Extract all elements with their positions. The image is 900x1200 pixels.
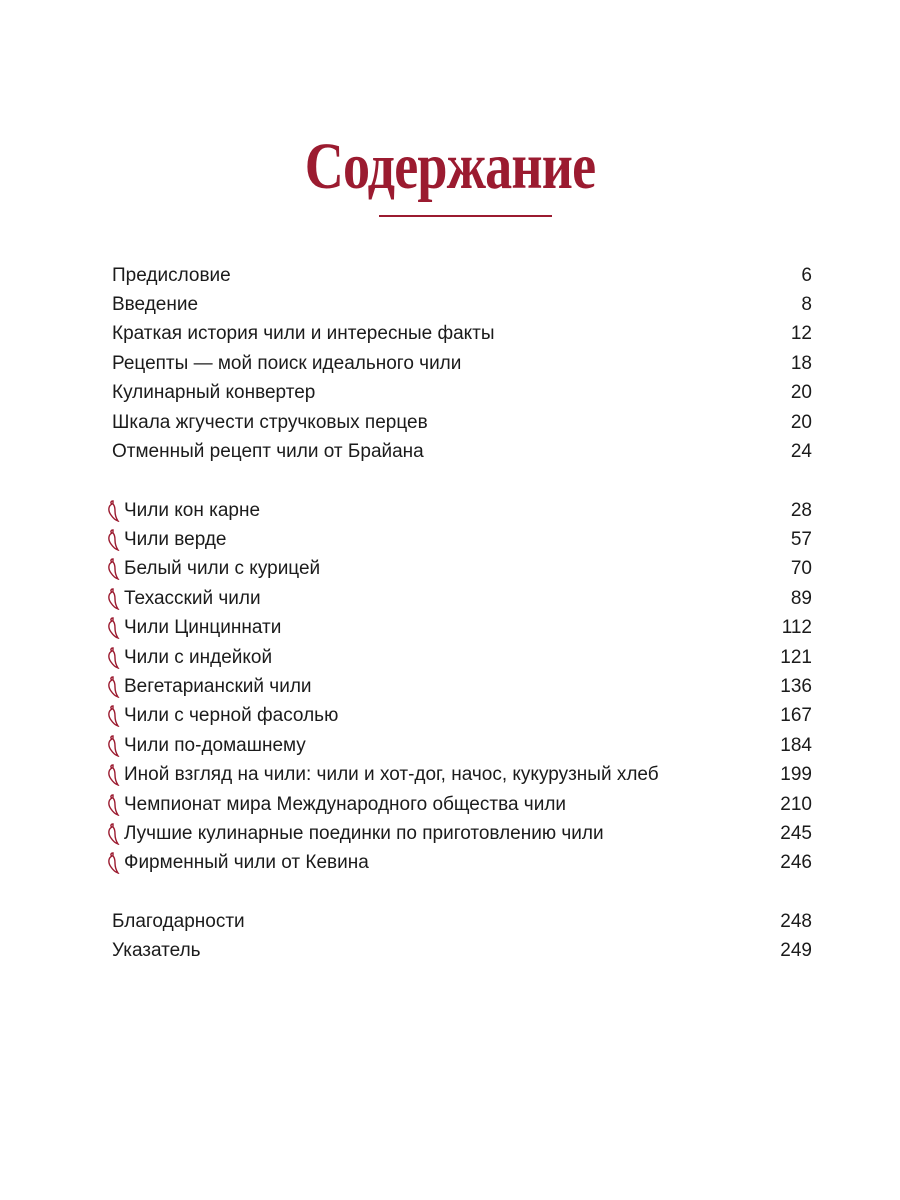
- chili-pepper-icon: [106, 852, 120, 874]
- chili-pepper-icon: [106, 705, 120, 727]
- toc-entry-label: Введение: [112, 294, 199, 316]
- chili-pepper-icon: [106, 558, 120, 580]
- toc-entry[interactable]: [112, 349, 812, 378]
- toc-entry-label: Фирменный чили от Кевина: [124, 852, 369, 874]
- toc-chapter-entry[interactable]: [112, 525, 812, 554]
- toc-chapter-entry[interactable]: [112, 849, 812, 878]
- chili-pepper-icon: [106, 823, 120, 845]
- toc-entry-page: 184: [780, 734, 812, 756]
- toc-entry-page: 20: [790, 411, 812, 433]
- toc-entry-label: Лучшие кулинарные поединки по приготовлению чили: [124, 822, 604, 844]
- toc-entry-page: 8: [801, 294, 812, 316]
- toc-entry-label: Белый чили с курицей: [124, 558, 321, 580]
- toc-chapter-entry[interactable]: [112, 790, 812, 819]
- toc-entry-page: 245: [780, 822, 812, 844]
- toc-entry-label: Чили верде: [124, 529, 227, 551]
- toc-entry-page: 24: [790, 441, 812, 463]
- toc-entry-page: 57: [790, 529, 812, 551]
- toc-chapter-entry[interactable]: [112, 702, 812, 731]
- chili-pepper-icon: [106, 735, 120, 757]
- toc-entry-label: Чили Цинциннати: [124, 617, 282, 639]
- toc-entry-label: Краткая история чили и интересные факты: [112, 323, 495, 345]
- toc-entry[interactable]: [112, 907, 812, 936]
- toc-entry[interactable]: [112, 261, 812, 290]
- toc-entry-label: Предисловие: [112, 264, 231, 286]
- toc-entry-page: 6: [801, 264, 812, 286]
- toc-entry-page: 20: [790, 382, 812, 404]
- toc-entry[interactable]: [112, 437, 812, 466]
- toc-entry-label: Техасский чили: [124, 587, 261, 609]
- toc-entry-label: Рецепты — мой поиск идеального чили: [112, 352, 462, 374]
- toc-chapter-entry[interactable]: [112, 819, 812, 848]
- chili-pepper-icon: [106, 500, 120, 522]
- toc-chapter-entry[interactable]: [112, 731, 812, 760]
- toc-entry-label: Шкала жгучести стручковых перцев: [112, 411, 428, 433]
- toc-chapter-entry[interactable]: [112, 555, 812, 584]
- toc-entry[interactable]: [112, 290, 812, 319]
- toc-entry[interactable]: [112, 320, 812, 349]
- toc-entry[interactable]: [112, 408, 812, 437]
- chili-pepper-icon: [106, 529, 120, 551]
- page-title: Содержание: [304, 130, 596, 204]
- toc-entry-page: 70: [790, 558, 812, 580]
- toc-entry-label: Указатель: [112, 940, 201, 962]
- toc-entry-page: 89: [790, 587, 812, 609]
- toc-front-matter: [112, 261, 812, 467]
- toc-entry-label: Чили по-домашнему: [124, 734, 306, 756]
- toc-chapter-entry[interactable]: [112, 643, 812, 672]
- toc-entry-label: Иной взгляд на чили: чили и хот-дог, начос, кукурузный хлеб: [124, 764, 659, 786]
- toc-entry-label: Благодарности: [112, 910, 245, 932]
- toc-entry-page: 12: [790, 323, 812, 345]
- toc-entry-label: Кулинарный конвертер: [112, 382, 316, 404]
- toc-entry[interactable]: [112, 379, 812, 408]
- toc-entry-page: 18: [790, 352, 812, 374]
- toc-chapter-entry[interactable]: [112, 496, 812, 525]
- toc-entry-page: 121: [780, 646, 812, 668]
- toc-entry-page: 28: [790, 499, 812, 521]
- toc-entry-page: 248: [780, 910, 812, 932]
- toc-entry-label: Отменный рецепт чили от Брайана: [112, 441, 424, 463]
- chili-pepper-icon: [106, 617, 120, 639]
- toc-chapters: [112, 496, 812, 878]
- toc-entry-page: 199: [780, 764, 812, 786]
- toc-entry-page: 167: [780, 705, 812, 727]
- chili-pepper-icon: [106, 588, 120, 610]
- toc-entry[interactable]: [112, 936, 812, 965]
- toc-entry-page: 112: [781, 617, 812, 639]
- toc-chapter-entry[interactable]: [112, 614, 812, 643]
- title-divider: [379, 215, 552, 217]
- toc-entry-page: 249: [780, 940, 812, 962]
- toc-entry-label: Чемпионат мира Международного общества чили: [124, 793, 567, 815]
- toc-back-matter: [112, 907, 812, 966]
- toc-entry-label: Чили с индейкой: [124, 646, 273, 668]
- toc-entry-page: 246: [780, 852, 812, 874]
- toc-chapter-entry[interactable]: [112, 761, 812, 790]
- toc-entry-label: Чили с черной фасолью: [124, 705, 339, 727]
- chili-pepper-icon: [106, 764, 120, 786]
- toc-chapter-entry[interactable]: [112, 672, 812, 701]
- toc-entry-page: 136: [780, 676, 812, 698]
- chili-pepper-icon: [106, 676, 120, 698]
- chili-pepper-icon: [106, 647, 120, 669]
- chili-pepper-icon: [106, 794, 120, 816]
- toc-chapter-entry[interactable]: [112, 584, 812, 613]
- toc-entry-label: Вегетарианский чили: [124, 676, 312, 698]
- toc-entry-page: 210: [780, 793, 812, 815]
- toc-entry-label: Чили кон карне: [124, 499, 261, 521]
